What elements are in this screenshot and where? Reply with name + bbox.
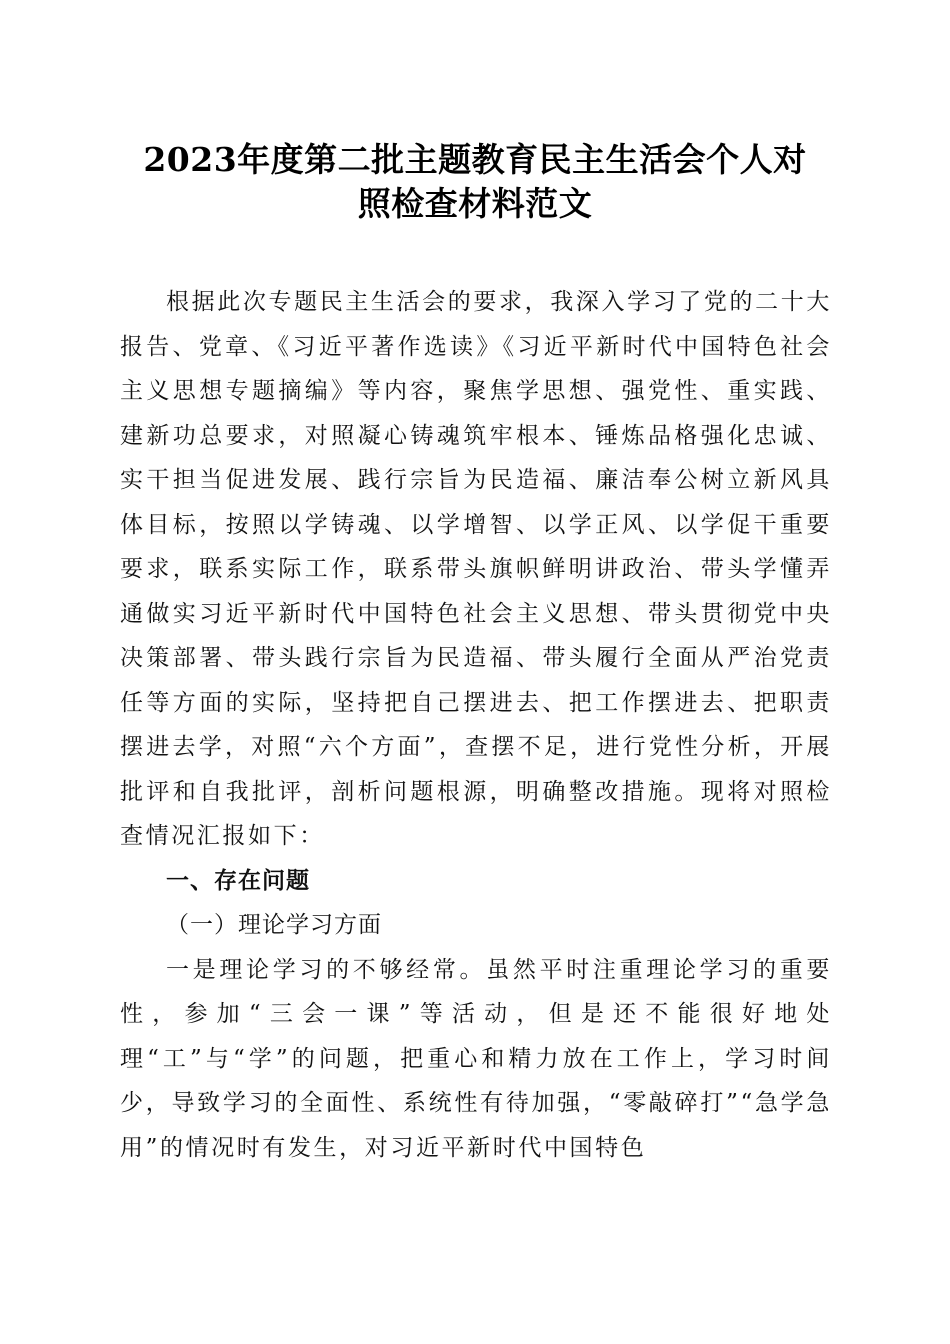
title-line-1: 2023年度第二批主题教育民主生活会个人对 <box>143 140 807 179</box>
intro-paragraph: 根据此次专题民主生活会的要求，我深入学习了党的二十大报告、党章、《习近平著作选读》《习近平新时代中国特色社会主义思想专题摘编》等内容，聚焦学思想、强党性、重实践、建新功总要求，对照凝心铸魂筑牢根本、锤炼品格强化忠诚、实干担当促进发展、践行宗旨为民造福、廉洁奉公树立新风具体目标，按照以学铸魂、以学增智、以学正风、以学促干重要要求，联系实际工作，联系带头旗帜鲜明讲政治、带头学懂弄通做实习近平新时代中国特色社会主义思想、带头贯彻党中央决策部署、带头践行宗旨为民造福、带头履行全面从严治党责任等方面的实际，坚持把自己摆进去、把工作摆进去、把职责摆进去学，对照“六个方面”，查摆不足，进行党性分析，开展批评和自我批评，剖析问题根源，明确整改措施。现将对照检查情况汇报如下： <box>120 289 832 849</box>
paragraph-theory-study: 一是理论学习的不够经常。虽然平时注重理论学习的重要性，参加“三会一课”等活动，但是还不能很好地处理“工”与“学”的问题，把重心和精力放在工作上，学习时间少，导致学习的全面性、系统性有待加强，“零敲碎打”“急学急用”的情况时有发生，对习近平新时代中国特色 <box>120 956 832 1161</box>
document-body <box>120 280 832 1170</box>
subsection-heading-theory-study: （一）理论学习方面 <box>166 912 382 938</box>
title-line-2: 照检查材料范文 <box>357 184 593 223</box>
document-title <box>100 138 850 226</box>
section-heading-problems: 一、存在问题 <box>166 867 310 894</box>
